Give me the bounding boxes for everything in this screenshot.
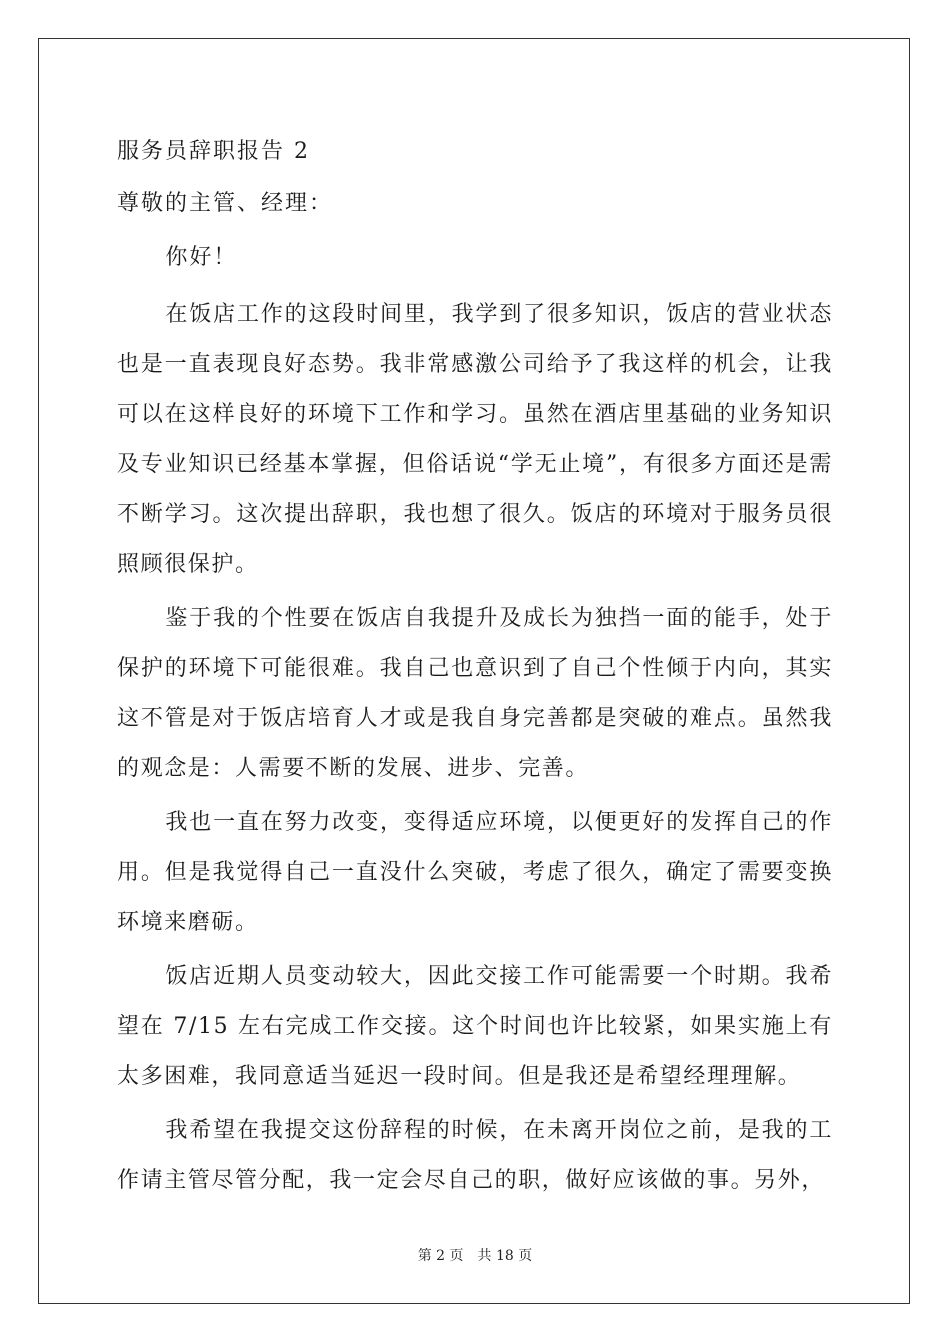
- paragraph: 鉴于我的个性要在饭店自我提升及成长为独挡一面的能手，处于保护的环境下可能很难。我自己也意识到了自己个性倾于内向，其实这不管是对于饭店培育人才或是我自身完善都是突破的难点。虽然我的观念是：人需要不断的发展、进步、完善。: [117, 606, 833, 781]
- paragraph: 我也一直在努力改变，变得适应环境，以便更好的发挥自己的作用。但是我觉得自己一直没什么突破，考虑了很久，确定了需要变换环境来磨砺。: [117, 810, 833, 935]
- document-body: [117, 128, 833, 1210]
- salutation: 尊敬的主管、经理：: [117, 191, 334, 216]
- greeting: 你好！: [165, 245, 238, 270]
- paragraph: 我希望在我提交这份辞程的时候，在未离开岗位之前，是我的工作请主管尽管分配，我一定会尽自己的职，做好应该做的事。另外，: [117, 1118, 833, 1193]
- document-title: 服务员辞职报告 2: [117, 139, 310, 164]
- paragraph: 在饭店工作的这段时间里，我学到了很多知识，饭店的营业状态也是一直表现良好态势。我非常感激公司给予了我这样的机会，让我可以在这样良好的环境下工作和学习。虽然在酒店里基础的业务知识及专业知识已经基本掌握，但俗话说“学无止境”，有很多方面还是需不断学习。这次提出辞职，我也想了很久。饭店的环境对于服务员很照顾很保护。: [117, 302, 833, 577]
- page-number-footer: 第 2 页 共 18 页: [417, 1248, 533, 1264]
- paragraph: 饭店近期人员变动较大，因此交接工作可能需要一个时期。我希望在 7/15 左右完成工作交接。这个时间也许比较紧，如果实施上有太多困难，我同意适当延迟一段时间。但是我还是希望经理理解。: [117, 964, 833, 1089]
